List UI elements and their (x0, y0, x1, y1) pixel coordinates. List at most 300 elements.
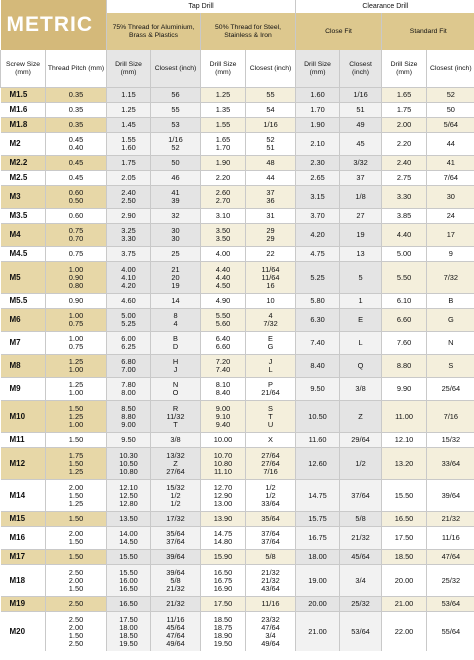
standard-drill-cell: 13.20 (382, 448, 427, 480)
page-title: METRIC (1, 0, 107, 50)
cell-line: 0.60 (68, 211, 84, 220)
cell-line: 37/64 (166, 537, 185, 546)
screw-size-header: Screw Size (mm) (1, 50, 46, 88)
screw-size-cell: M8 (1, 355, 46, 378)
close-closest-header: Closest (inch) (340, 50, 382, 88)
tap50-drill-cell (201, 171, 246, 186)
tap75-drill-cell (107, 480, 151, 512)
tap50-drill-cell (201, 118, 246, 133)
screw-size-cell: M2.5 (1, 171, 46, 186)
screw-size-cell: M15 (1, 512, 46, 527)
standard-closest-cell: 47/64 (427, 550, 474, 565)
cell-line: 35/64 (261, 514, 280, 523)
table-row (1, 156, 474, 171)
tap50-closest-cell (246, 133, 296, 156)
table-row (1, 512, 474, 527)
tap50-drill-cell (201, 527, 246, 550)
table-row (1, 550, 474, 565)
tap75-closest-cell (151, 224, 201, 247)
close-drill-cell: 21.00 (296, 612, 340, 652)
cell-line: 19.50 (213, 638, 233, 648)
screw-size-cell: M19 (1, 597, 46, 612)
standard-closest-cell: 33/64 (427, 448, 474, 480)
tap75-drill-cell (107, 186, 151, 209)
cell-line: 37 (266, 188, 275, 197)
cell-line: 18.90 (213, 630, 233, 640)
tap75-drill-cell (107, 565, 151, 597)
tap50-closest-cell (246, 378, 296, 401)
cell-line: 6.60 (215, 342, 231, 351)
close-closest-cell: 1/8 (340, 186, 382, 209)
cell-line: 21/64 (261, 388, 280, 397)
tap50-drill-cell (201, 133, 246, 156)
standard-closest-cell: 11/16 (427, 527, 474, 550)
close-closest-cell: 1/2 (340, 448, 382, 480)
cell-line: 7.20 (215, 357, 231, 366)
thread-pitch-cell (46, 247, 107, 262)
standard-closest-cell: 53/64 (427, 597, 474, 612)
cell-line: 2.05 (121, 173, 136, 182)
cell-line: 29 (266, 226, 275, 235)
table-row (1, 527, 474, 550)
cell-line: 4.60 (121, 296, 136, 305)
cell-line: 17.50 (213, 599, 233, 608)
tap75-closest-cell (151, 550, 201, 565)
tap75-drill-cell (107, 527, 151, 550)
screw-size-cell: M2.2 (1, 156, 46, 171)
standard-drill-cell: 22.00 (382, 612, 427, 652)
table-row (1, 224, 474, 247)
cell-line: 0.90 (68, 296, 84, 305)
close-closest-cell: 25/32 (340, 597, 382, 612)
cell-line: 47/64 (166, 630, 185, 640)
tap50-closest-cell (246, 332, 296, 355)
cell-line: 35/64 (166, 529, 185, 538)
tap50-closest-cell (246, 401, 296, 433)
table-row (1, 103, 474, 118)
table-row (1, 133, 474, 156)
close-drill-cell: 3.70 (296, 209, 340, 224)
cell-line: 50 (171, 158, 180, 167)
cell-line: 16.00 (119, 575, 138, 585)
tap50-closest-cell (246, 103, 296, 118)
cell-line: 6.25 (121, 342, 136, 351)
tap75-closest-cell (151, 156, 201, 171)
cell-line: 30 (171, 226, 180, 235)
tap50-closest-cell (246, 597, 296, 612)
tap75-closest-cell (151, 355, 201, 378)
tap50-closest-cell (246, 88, 296, 103)
close-drill-cell: 19.00 (296, 565, 340, 597)
table-row (1, 186, 474, 209)
standard-drill-cell: 3.85 (382, 209, 427, 224)
tap75-closest-cell (151, 103, 201, 118)
standard-fit-header: Standard Fit (382, 13, 474, 50)
cell-line: 1.25 (68, 498, 84, 508)
cell-line: 14.80 (213, 537, 233, 546)
cell-line: 2.00 (68, 482, 84, 492)
cell-line: 2.40 (121, 188, 136, 197)
cell-line: 27/64 (261, 450, 280, 460)
thread-pitch-cell (46, 332, 107, 355)
tap50-drill-cell (201, 378, 246, 401)
cell-line: 5.25 (121, 319, 136, 328)
cell-line: 31 (266, 211, 275, 220)
tap75-drill-cell (107, 247, 151, 262)
cell-line: 36 (266, 196, 275, 205)
screw-size-cell: M4.5 (1, 247, 46, 262)
cell-line: 0.40 (68, 143, 84, 152)
cell-line: 1.00 (68, 419, 84, 429)
cell-line: 1.50 (68, 514, 84, 523)
tap50-drill-cell (201, 565, 246, 597)
cell-line: 14.50 (119, 537, 138, 546)
cell-line: 21 (171, 264, 180, 274)
tap75-closest-cell (151, 565, 201, 597)
cell-line: 3.50 (215, 234, 231, 243)
cell-line: 30 (171, 234, 180, 243)
table-row (1, 378, 474, 401)
thread-pitch-cell (46, 103, 107, 118)
standard-drill-cell: 20.00 (382, 565, 427, 597)
cell-line: 1.25 (68, 411, 84, 421)
cell-line: 53 (171, 120, 180, 129)
tap75-closest-cell (151, 262, 201, 294)
cell-line: 1.25 (68, 466, 84, 476)
tap75-drill-size-header: Drill Size (mm) (107, 50, 151, 88)
cell-line: 1.50 (68, 458, 84, 468)
tap50-closest-cell (246, 186, 296, 209)
standard-closest-cell: 52 (427, 88, 474, 103)
standard-drill-cell: 15.50 (382, 480, 427, 512)
cell-line: 1.50 (68, 537, 84, 546)
cell-line: 8.40 (215, 388, 231, 397)
cell-line: 3.75 (121, 249, 136, 258)
cell-line: 16.50 (119, 583, 138, 593)
standard-drill-cell: 18.50 (382, 550, 427, 565)
cell-line: 8.10 (215, 380, 231, 389)
standard-drill-size-header: Drill Size (mm) (382, 50, 427, 88)
standard-closest-cell: 7/16 (427, 401, 474, 433)
cell-line: 3.50 (215, 226, 231, 235)
tap50-drill-cell (201, 480, 246, 512)
standard-drill-cell: 17.50 (382, 527, 427, 550)
cell-line: 13.50 (119, 514, 138, 523)
cell-line: 13/32 (166, 450, 185, 460)
tap50-closest-cell (246, 156, 296, 171)
close-closest-cell: 3/32 (340, 156, 382, 171)
tap75-closest-cell (151, 512, 201, 527)
thread-pitch-cell (46, 186, 107, 209)
cell-line: 1.25 (68, 380, 84, 389)
tap75-drill-cell (107, 512, 151, 527)
cell-line: 5.60 (215, 319, 231, 328)
cell-line: 12.50 (119, 490, 138, 500)
cell-line: 14 (171, 296, 180, 305)
cell-line: J (173, 365, 178, 374)
cell-line: 1.00 (68, 334, 84, 343)
table-row (1, 209, 474, 224)
cell-line: 13.00 (213, 498, 233, 508)
standard-closest-cell: 21/32 (427, 512, 474, 527)
tap50-drill-cell (201, 262, 246, 294)
cell-line: 46 (171, 173, 180, 182)
thread-pitch-cell (46, 171, 107, 186)
table-row (1, 88, 474, 103)
standard-closest-cell: 30 (427, 186, 474, 209)
cell-line: 8.00 (121, 388, 136, 397)
close-drill-cell: 8.40 (296, 355, 340, 378)
cell-line: 0.50 (68, 196, 84, 205)
tap75-closest-cell (151, 401, 201, 433)
table-row (1, 118, 474, 133)
tap75-drill-cell (107, 133, 151, 156)
cell-line: 0.75 (68, 319, 84, 328)
cell-line: 18.75 (213, 622, 233, 632)
close-drill-cell: 10.50 (296, 401, 340, 433)
table-row (1, 294, 474, 309)
standard-drill-cell: 2.20 (382, 133, 427, 156)
cell-line: 21/32 (166, 599, 185, 608)
close-closest-cell: 53/64 (340, 612, 382, 652)
cell-line: 18.00 (119, 622, 138, 632)
cell-line: 8.80 (121, 411, 136, 421)
close-drill-cell: 4.75 (296, 247, 340, 262)
thread-pitch-cell (46, 433, 107, 448)
close-drill-cell: 2.65 (296, 171, 340, 186)
standard-drill-cell: 12.10 (382, 433, 427, 448)
tap75-drill-cell (107, 224, 151, 247)
cell-line: 33/64 (261, 498, 280, 508)
cell-line: 2.00 (68, 575, 84, 585)
close-closest-cell: 29/64 (340, 433, 382, 448)
tap75-closest-cell (151, 597, 201, 612)
cell-line: B (173, 334, 178, 343)
close-drill-cell: 16.75 (296, 527, 340, 550)
cell-line: 7.00 (121, 365, 136, 374)
standard-closest-cell: S (427, 355, 474, 378)
close-closest-cell: 5/8 (340, 512, 382, 527)
thread-pitch-cell (46, 88, 107, 103)
table-row (1, 401, 474, 433)
cell-line: 39 (171, 196, 180, 205)
tap50-closest-cell (246, 294, 296, 309)
cell-line: 5.50 (215, 311, 231, 320)
cell-line: 56 (171, 90, 180, 99)
table-row (1, 433, 474, 448)
tap50-closest-cell (246, 612, 296, 652)
standard-closest-cell: 50 (427, 103, 474, 118)
cell-line: 1.00 (68, 311, 84, 320)
close-drill-cell: 1.60 (296, 88, 340, 103)
tap50-drill-cell (201, 209, 246, 224)
cell-line: 2.20 (215, 173, 231, 182)
close-closest-cell: 1/16 (340, 88, 382, 103)
tap75-closest-cell (151, 378, 201, 401)
thread-pitch-cell (46, 378, 107, 401)
standard-drill-cell: 4.40 (382, 224, 427, 247)
cell-line: 9.10 (215, 411, 231, 421)
cell-line: R (172, 403, 179, 413)
standard-drill-cell: 3.30 (382, 186, 427, 209)
cell-line: 15/32 (166, 482, 185, 492)
cell-line: 49/64 (261, 638, 280, 648)
cell-line: 15.50 (119, 552, 138, 561)
screw-size-cell: M5 (1, 262, 46, 294)
cell-line: 10 (266, 296, 275, 305)
standard-drill-cell: 2.00 (382, 118, 427, 133)
cell-line: L (268, 365, 273, 374)
screw-size-cell: M5.5 (1, 294, 46, 309)
cell-line: 5/8 (265, 552, 276, 561)
tap75-drill-cell (107, 171, 151, 186)
cell-line: 0.45 (68, 158, 84, 167)
cell-line: 27/64 (261, 458, 280, 468)
cell-line: 12.10 (119, 482, 138, 492)
tap50-closest-cell (246, 448, 296, 480)
standard-drill-cell: 6.10 (382, 294, 427, 309)
tap50-drill-cell (201, 612, 246, 652)
cell-line: 1/2 (170, 490, 181, 500)
cell-line: 2.50 (68, 638, 84, 648)
screw-size-cell: M11 (1, 433, 46, 448)
tap75-drill-cell (107, 355, 151, 378)
cell-line: 14.00 (119, 529, 138, 538)
close-drill-cell: 6.30 (296, 309, 340, 332)
tap50-closest-cell (246, 550, 296, 565)
tap75-closest-cell (151, 294, 201, 309)
screw-size-cell: M1.6 (1, 103, 46, 118)
cell-line: 10.50 (119, 458, 138, 468)
thread-pitch-cell (46, 294, 107, 309)
close-closest-cell: 45/64 (340, 550, 382, 565)
cell-line: 29 (266, 234, 275, 243)
tap75-drill-cell (107, 378, 151, 401)
cell-line: 2.70 (215, 196, 231, 205)
tap50-closest-cell (246, 565, 296, 597)
cell-line: 11/64 (261, 272, 280, 282)
close-drill-cell: 20.00 (296, 597, 340, 612)
cell-line: 2.90 (121, 211, 136, 220)
cell-line: 1/2 (170, 498, 181, 508)
cell-line: 32 (171, 211, 180, 220)
cell-line: 1/16 (168, 135, 183, 144)
cell-line: 1.90 (215, 158, 231, 167)
cell-line: 2.50 (121, 196, 136, 205)
cell-line: 1/2 (265, 482, 276, 492)
tap75-closest-cell (151, 186, 201, 209)
cell-line: 7.40 (215, 365, 231, 374)
tap75-drill-cell (107, 103, 151, 118)
cell-line: 1.60 (121, 143, 136, 152)
cell-line: 1.00 (68, 365, 84, 374)
cell-line: H (172, 357, 179, 366)
close-closest-cell: 51 (340, 103, 382, 118)
cell-line: 21/32 (261, 567, 280, 577)
cell-line: 45/64 (166, 622, 185, 632)
cell-line: 0.35 (68, 90, 84, 99)
cell-line: 3.25 (121, 226, 136, 235)
cell-line: 11/16 (261, 599, 280, 608)
screw-size-cell: M3 (1, 186, 46, 209)
cell-line: 1.15 (121, 90, 136, 99)
cell-line: 10.80 (213, 458, 233, 468)
cell-line: 4.90 (215, 296, 231, 305)
standard-closest-cell: N (427, 332, 474, 355)
cell-line: 9.00 (121, 419, 136, 429)
cell-line: 0.75 (68, 249, 84, 258)
tap75-closest-cell (151, 133, 201, 156)
cell-line: 37/64 (261, 529, 280, 538)
tap75-header: 75% Thread for Aluminium, Brass & Plastics (107, 13, 201, 50)
screw-size-cell: M12 (1, 448, 46, 480)
close-drill-cell: 5.80 (296, 294, 340, 309)
close-closest-cell: 27 (340, 209, 382, 224)
standard-drill-cell: 16.50 (382, 512, 427, 527)
cell-line: 9.40 (215, 419, 231, 429)
cell-line: 13.90 (213, 514, 233, 523)
thread-pitch-cell (46, 480, 107, 512)
cell-line: 1.55 (215, 120, 231, 129)
cell-line: 22 (266, 249, 275, 258)
cell-line: 8 (173, 311, 178, 320)
cell-line: 1/16 (263, 120, 278, 129)
cell-line: 4 (173, 319, 178, 328)
close-closest-cell: Q (340, 355, 382, 378)
close-drill-size-header: Drill Size (mm) (296, 50, 340, 88)
cell-line: O (172, 388, 179, 397)
tap75-closest-cell (151, 448, 201, 480)
tap50-closest-cell (246, 309, 296, 332)
cell-line: 1.35 (215, 105, 231, 114)
tap75-closest-cell (151, 247, 201, 262)
standard-drill-cell: 1.75 (382, 103, 427, 118)
standard-drill-cell: 6.60 (382, 309, 427, 332)
tap75-closest-cell (151, 88, 201, 103)
cell-line: 4.40 (215, 264, 231, 274)
close-closest-cell: 45 (340, 133, 382, 156)
close-closest-cell: 1 (340, 294, 382, 309)
cell-line: 20 (171, 272, 180, 282)
cell-line: 2.60 (215, 188, 231, 197)
tap75-drill-cell (107, 448, 151, 480)
thread-pitch-cell (46, 355, 107, 378)
cell-line: N (172, 380, 179, 389)
cell-line: S (268, 403, 273, 413)
standard-closest-cell: G (427, 309, 474, 332)
cell-line: P (268, 380, 273, 389)
tap50-drill-cell (201, 355, 246, 378)
standard-closest-cell: 25/64 (427, 378, 474, 401)
standard-closest-cell: 24 (427, 209, 474, 224)
close-drill-cell: 2.30 (296, 156, 340, 171)
cell-line: 55 (266, 90, 275, 99)
tap75-closest-cell (151, 209, 201, 224)
standard-closest-cell: 25/32 (427, 565, 474, 597)
tap75-closest-cell (151, 118, 201, 133)
cell-line: 52 (266, 135, 275, 144)
standard-closest-cell: 55/64 (427, 612, 474, 652)
cell-line: 0.90 (68, 272, 84, 282)
tap-drill-header: Tap Drill (107, 0, 296, 13)
tap50-drill-cell (201, 247, 246, 262)
cell-line: 21/32 (261, 575, 280, 585)
close-drill-cell: 7.40 (296, 332, 340, 355)
table-row (1, 480, 474, 512)
tap75-closest-cell (151, 612, 201, 652)
thread-pitch-cell (46, 597, 107, 612)
tap50-header: 50% Thread for Steel, Stainless & Iron (201, 13, 296, 50)
